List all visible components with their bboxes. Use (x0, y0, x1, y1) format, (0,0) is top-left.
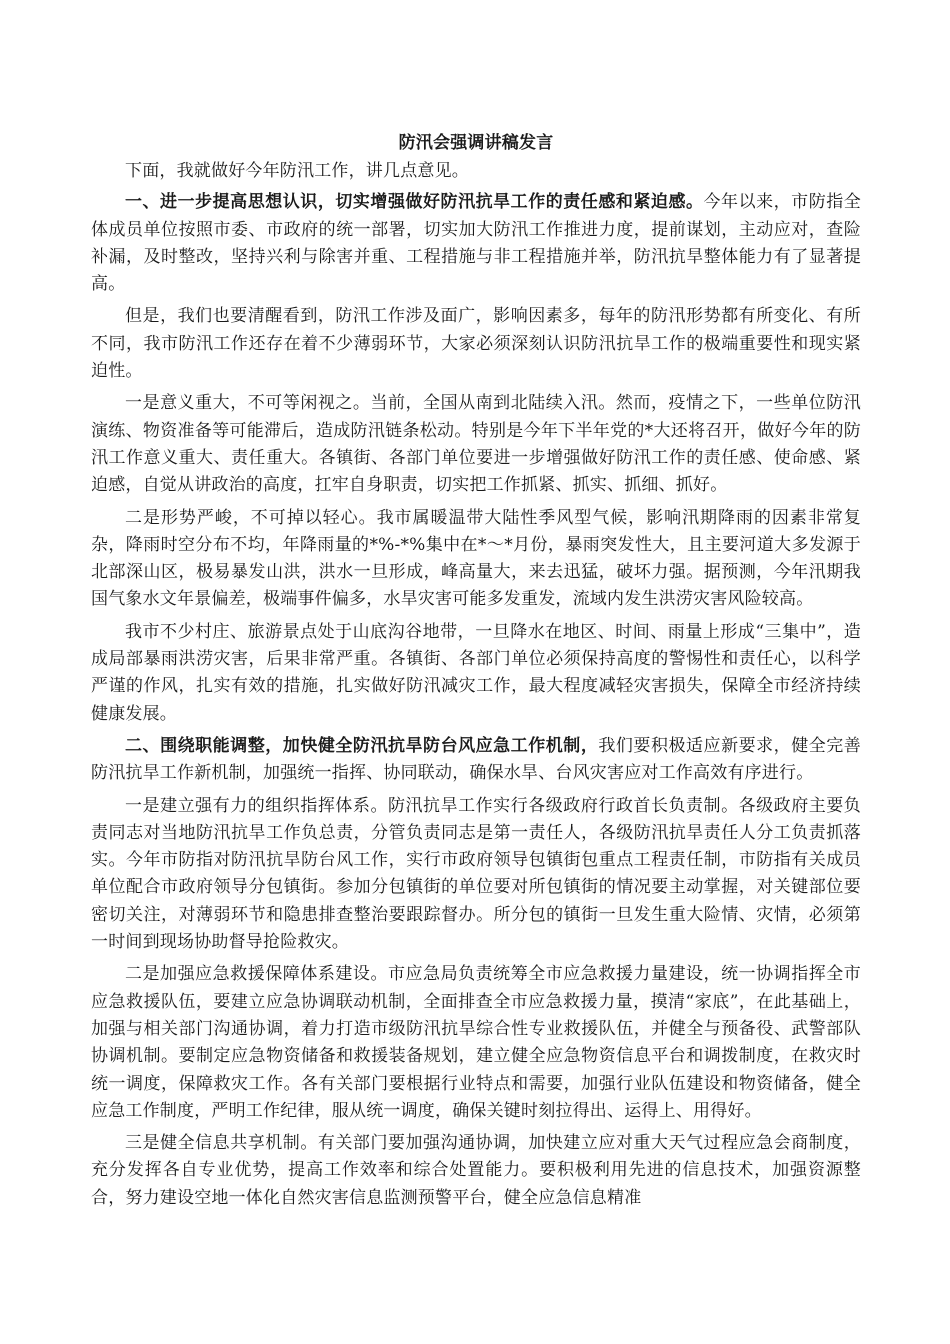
paragraph-9 (91, 961, 861, 1125)
paragraph-4-text: 一是意义重大，不可等闲视之。当前，全国从南到北陆续入汛。然而，疫情之下，一些单位防汛演练、物资准备等可能滞后，造成防汛链条松动。特别是今年下半年党的*大还将召开，做好今年的防汛工作意义重大、责任重大。各镇街、各部门单位要进一步增强做好防汛工作的责任感、使命感、紧迫感，自觉从讲政治的高度，扛牢自身职责，切实把工作抓紧、抓实、抓细、抓好。 (91, 393, 861, 496)
paragraph-5 (91, 505, 861, 614)
paragraph-1 (91, 158, 861, 185)
paragraph-2-text: 今年以来，市防指全体成员单位按照市委、市政府的统一部署，切实加大防汛工作推进力度，提前谋划，主动应对，查险补漏，及时整改，坚持兴利与除害并重、工程措施与非工程措施并举，防汛抗旱整体能力有了显著提高。 (91, 192, 861, 295)
paragraph-4 (91, 390, 861, 499)
paragraph-7 (91, 733, 861, 788)
paragraph-3 (91, 303, 861, 385)
paragraph-6 (91, 619, 861, 728)
paragraph-3-text: 但是，我们也要清醒看到，防汛工作涉及面广，影响因素多，每年的防汛形势都有所变化、有所不同，我市防汛工作还存在着不少薄弱环节，大家必须深刻认识防汛抗旱工作的极端重要性和现实紧迫性。 (91, 306, 861, 382)
section-1-heading: 一、进一步提高思想认识，切实增强做好防汛抗旱工作的责任感和紧迫感。 (125, 192, 704, 213)
paragraph-7-text: 我们要积极适应新要求，健全完善防汛抗旱工作新机制，加强统一指挥、协同联动，确保水旱、台风灾害应对工作高效有序进行。 (91, 735, 862, 784)
section-2-heading: 二、围绕职能调整，加快健全防汛抗旱防台风应急工作机制， (125, 735, 599, 756)
paragraph-1-text: 下面，我就做好今年防汛工作，讲几点意见。 (125, 161, 469, 181)
paragraph-2 (91, 189, 861, 298)
paragraph-10 (91, 1130, 861, 1212)
paragraph-9-text: 二是加强应急救援保障体系建设。市应急局负责统筹全市应急救援力量建设，统一协调指挥全市应急救援队伍，要建立应急协调联动机制，全面排查全市应急救援力量，摸清“家底”，在此基础上，加强与相关部门沟通协调，着力打造市级防汛抗旱综合性专业救援队伍，并健全与预备役、武警部队协调机制。要制定应急物资储备和救援装备规划，建立健全应急物资信息平台和调拨制度，在救灾时统一调度，保障救灾工作。各有关部门要根据行业特点和需要，加强行业队伍建设和物资储备，健全应急工作制度，严明工作纪律，服从统一调度，确保关键时刻拉得出、运得上、用得好。 (91, 964, 861, 1121)
paragraph-6-text: 我市不少村庄、旅游景点处于山底沟谷地带，一旦降水在地区、时间、雨量上形成“三集中”，造成局部暴雨洪涝灾害，后果非常严重。各镇街、各部门单位必须保持高度的警惕性和责任心，以科学严谨的作风，扎实有效的措施，扎实做好防汛减灾工作，最大程度减轻灾害损失，保障全市经济持续健康发展。 (91, 621, 861, 724)
paragraph-8-text: 一是建立强有力的组织指挥体系。防汛抗旱工作实行各级政府行政首长负责制。各级政府主要负责同志对当地防汛抗旱工作负总责，分管负责同志是第一责任人，各级防汛抗旱责任人分工负责抓落实。今年市防指对防汛抗旱防台风工作，实行市政府领导包镇街包重点工程责任制，市防指有关成员单位配合市政府领导分包镇街。参加分包镇街的单位要对所包镇街的情况要主动掌握，对关键部位要密切关注，对薄弱环节和隐患排查整治要跟踪督办。所分包的镇街一旦发生重大险情、灾情，必须第一时间到现场协助督导抢险救灾。 (91, 795, 861, 953)
document-title: 防汛会强调讲稿发言 (398, 133, 554, 153)
paragraph-8 (91, 793, 861, 957)
document-body (91, 130, 861, 1217)
paragraph-10-text: 三是健全信息共享机制。有关部门要加强沟通协调，加快建立应对重大天气过程应急会商制度，充分发挥各自专业优势，提高工作效率和综合处置能力。要积极利用先进的信息技术，加强资源整合，努力建设空地一体化自然灾害信息监测预警平台，健全应急信息精准 (91, 1133, 861, 1208)
paragraph-5-text: 二是形势严峻，不可掉以轻心。我市属暖温带大陆性季风型气候，影响汛期降雨的因素非常复杂，降雨时空分布不均，年降雨量的*%-*%集中在*～*月份，暴雨突发性大，且主要河道大多发源于北部深山区，极易暴发山洪，洪水一旦形成，峰高量大，来去迅猛，破坏力强。据预测，今年汛期我国气象水文年景偏差，极端事件偏多，水旱灾害可能多发重发，流域内发生洪涝灾害风险较高。 (91, 507, 861, 610)
